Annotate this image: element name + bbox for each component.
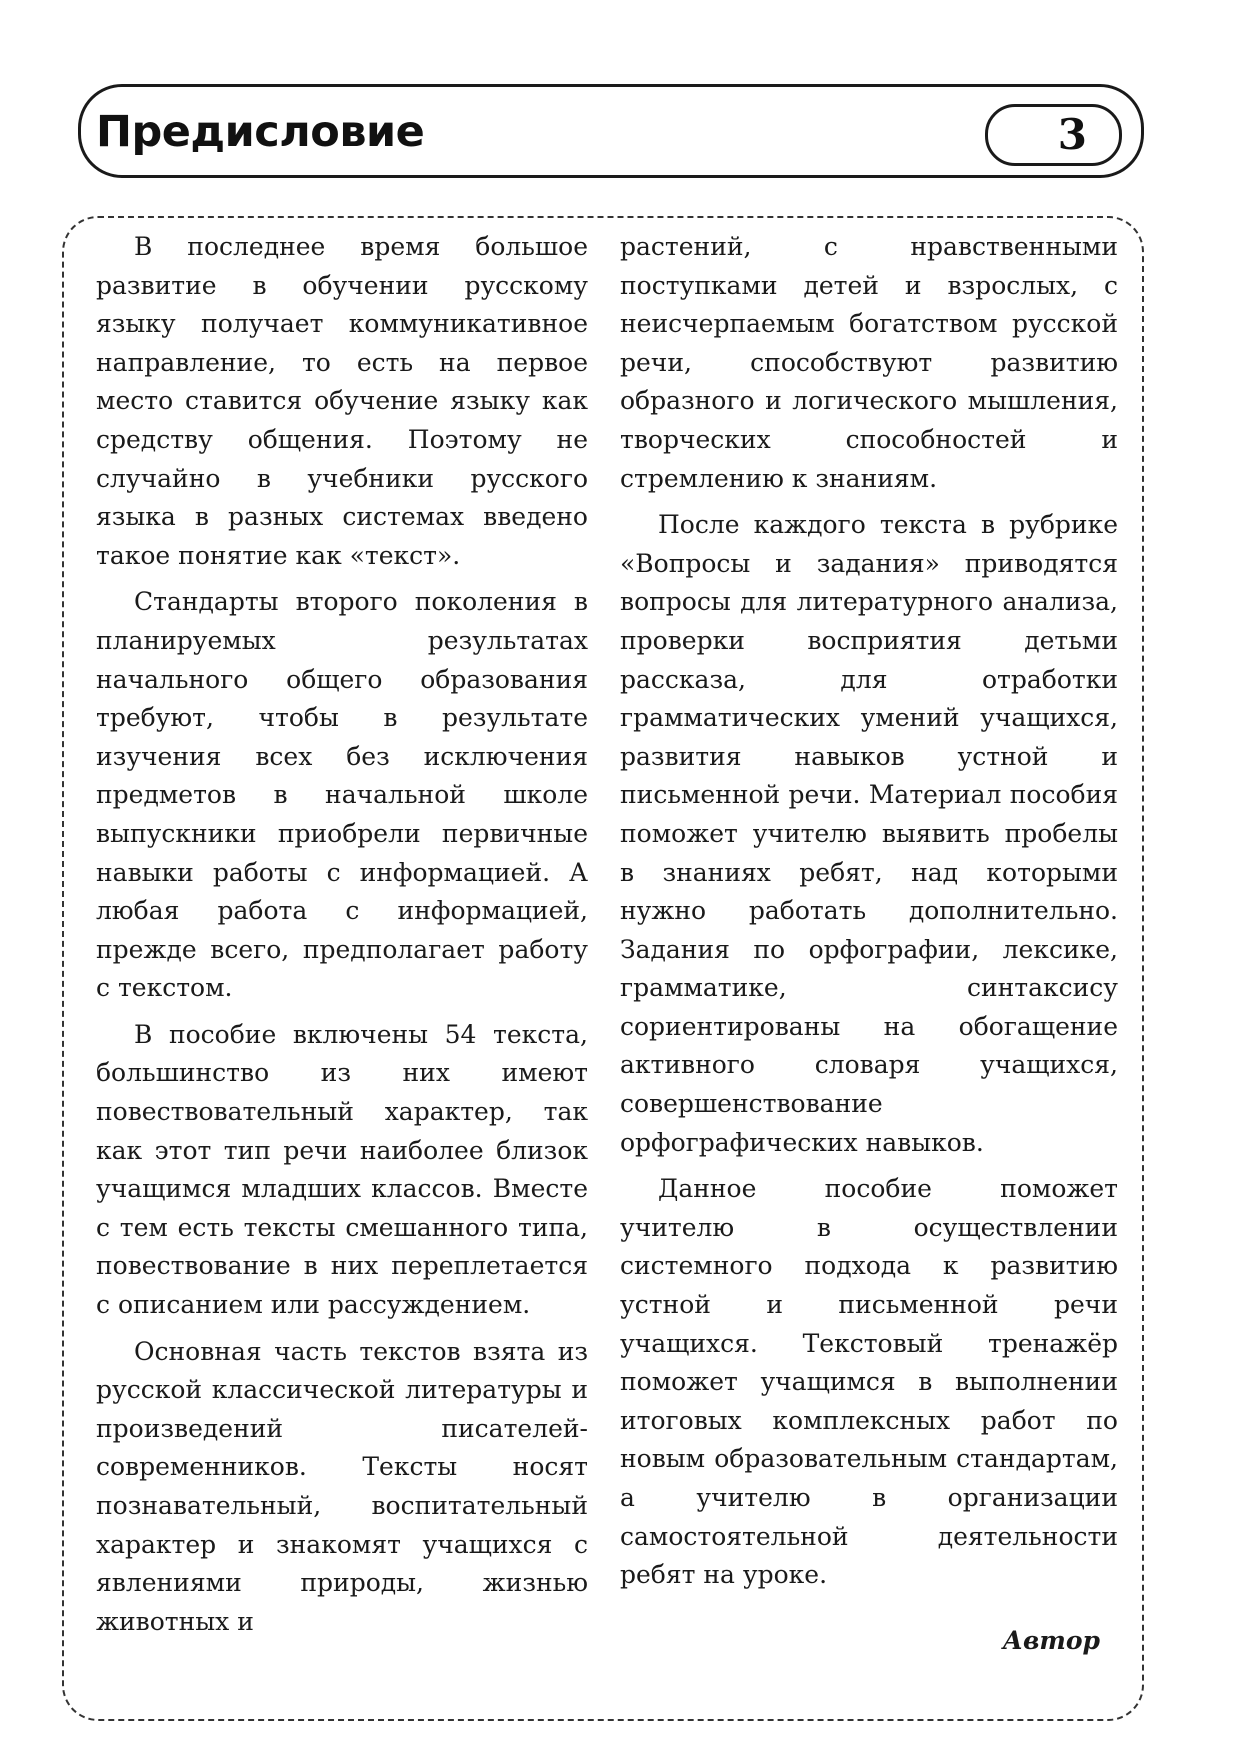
page-number-badge [985, 104, 1122, 166]
author-signature: Автор [1002, 1626, 1100, 1655]
paragraph: Данное пособие поможет учителю в осуществлении системного подхода к развитию устной и письменной речи учащихся. Текстовый тренажёр поможет учащимся в выполнении итоговых комплексных работ по новым образовательным стандартам, а учителю в организации самостоятельной деятельности ребят на уроке. [620, 1174, 1118, 1590]
paragraph: Стандарты второго поколения в планируемых результатах начального общего образования требуют, чтобы в результате изучения всех без исключения предметов в начальной школе выпускники приобрели первичные навыки работы с информацией. А любая работа с информацией, прежде всего, предполагает работу с текстом. [96, 587, 588, 1003]
paragraph: Основная часть текстов взята из русской классической литературы и произведений писателей-современников. Тексты носят познавательный, воспитательный характер и знакомят учащихся с явлениями природы, жизнью животных и [96, 1336, 588, 1636]
left-column [96, 228, 588, 1649]
page-title: Предисловие [96, 107, 425, 157]
paragraph: После каждого текста в рубрике «Вопросы и задания» приводятся вопросы для литературного анализа, проверки восприятия детьми рассказа, для отработки грамматических умений учащихся, развития навыков устной и письменной речи. Материал пособия поможет учителю выявить пробелы в знаниях ребят, над которыми нужно работать дополнительно. Задания по орфографии, лексике, грамматике, синтаксису сориентированы на обогащение активного словаря учащихся, совершенствование орфографических навыков. [620, 510, 1118, 1157]
paragraph: В последнее время большое развитие в обучении русскому языку получает коммуникативное направление, то есть на первое место ставится обучение языку как средству общения. Поэтому не случайно в учебники русского языка в разных системах введено такое понятие как «текст». [96, 232, 588, 570]
right-column [620, 228, 1118, 1603]
paragraph: В пособие включены 54 текста, большинство из них имеют повествовательный характер, так как этот тип речи наиболее близок учащимся младших классов. Вместе с тем есть тексты смешанного типа, повествование в них переплетается с описанием или рассуждением. [96, 1019, 588, 1320]
paragraph-continuation: растений, с нравственными поступками детей и взрослых, с неисчерпаемым богатством русской речи, способствуют развитию образного и логического мышления, творческих способностей и стремлению к знаниям. [620, 232, 1118, 493]
page-number: 3 [1057, 110, 1087, 159]
